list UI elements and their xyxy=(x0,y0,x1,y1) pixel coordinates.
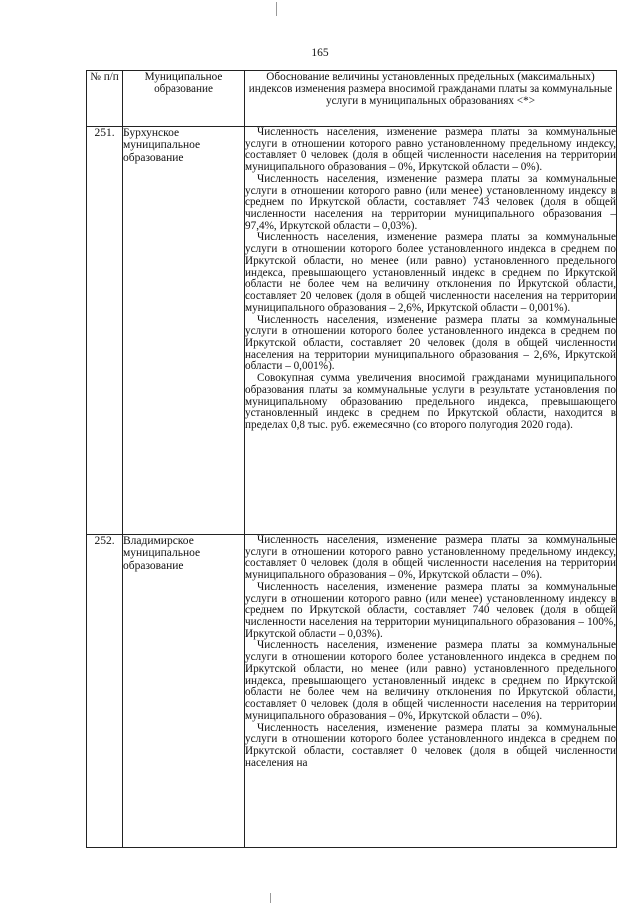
paragraph: Численность населения, изменение размера платы за коммунальные услуги в отношении которого равно установленному предельному индексу, составляет 0 человек (доля в общей численности населения на территории муниципального образования – 0%, Иркутской области – 0%). xyxy=(245,535,616,582)
municipality-name: Владимирское муниципальное образование xyxy=(123,535,245,848)
table-row xyxy=(87,127,617,535)
header-municipality: Муниципальное образование xyxy=(123,71,245,127)
tariff-index-table xyxy=(86,70,617,848)
table-header-row xyxy=(87,71,617,127)
header-justification: Обоснование величины установленных предельных (максимальных) индексов изменения размера вносимой гражданами платы за коммунальные услуги в муниципальных образованиях <*> xyxy=(245,71,617,127)
row-number: 251. xyxy=(87,127,123,535)
paragraph: Численность населения, изменение размера платы за коммунальные услуги в отношении которого более установленного индекса в среднем по Иркутской области, составляет 20 человек (доля в общей численности населения на территории муниципального образования – 2,6%, Иркутской области – 0,001%). xyxy=(245,313,616,373)
row-number: 252. xyxy=(87,535,123,848)
scan-mark xyxy=(270,893,271,903)
paragraph: Численность населения, изменение размера платы за коммунальные услуги в отношении которого равно установленному предельному индексу, составляет 0 человек (доля в общей численности населения на территории муниципального образования – 0%, Иркутской области – 0%). xyxy=(245,126,616,174)
header-number: № п/п xyxy=(87,71,123,127)
scan-mark xyxy=(276,2,277,16)
table-row xyxy=(87,535,617,848)
paragraph: Численность населения, изменение размера платы за коммунальные услуги в отношении которого более установленного индекса в среднем по Иркутской области, но менее (или равно) установленного предельного индекса, превышающего установленный индекс в среднем по Иркутской области не более чем на величину отклонения по Иркутской области, составляет 20 человек (доля в общей численности населения на территории муниципального образования – 2,6%, Иркутской области – 0,001%). xyxy=(245,231,616,314)
justification-cell xyxy=(245,535,617,848)
paragraph: Численность населения, изменение размера платы за коммунальные услуги в отношении которого равно (или менее) установленному индексу в среднем по Иркутской области, составляет 740 человек (доля в общей численности населения на территории муниципального образования – 100%, Иркутской области – 0,03%). xyxy=(245,580,616,640)
justification-cell xyxy=(245,127,617,535)
paragraph: Совокупная сумма увеличения вносимой гражданами муниципального образования платы за коммунальные услуги в результате установления по муниципальному образованию предельного индекса, превышающего установленный индекс в среднем по Иркутской области, находится в пределах 0,8 тыс. руб. ежемесячно (со второго полугодия 2020 года). xyxy=(245,372,616,431)
paragraph: Численность населения, изменение размера платы за коммунальные услуги в отношении которого более установленного индекса в среднем по Иркутской области, составляет 0 человек (доля в общей численности населения на xyxy=(245,721,616,769)
paragraph: Численность населения, изменение размера платы за коммунальные услуги в отношении которого более установленного индекса в среднем по Иркутской области, но менее (или равно) установленного предельного индекса, превышающего установленный индекс в среднем по Иркутской области не более чем на величину отклонения по Иркутской области, составляет 0 человек (доля в общей численности населения на территории муниципального образования – 0%, Иркутской области – 0%). xyxy=(245,639,616,722)
municipality-name: Бурхунское муниципальное образование xyxy=(123,127,245,535)
page-number: 165 xyxy=(311,47,329,59)
paragraph: Численность населения, изменение размера платы за коммунальные услуги в отношении которого равно (или менее) установленному индексу в среднем по Иркутской области, составляет 743 человек (доля в общей численности населения на территории муниципального образования – 97,4%, Иркутской области – 0,03%). xyxy=(245,172,616,232)
